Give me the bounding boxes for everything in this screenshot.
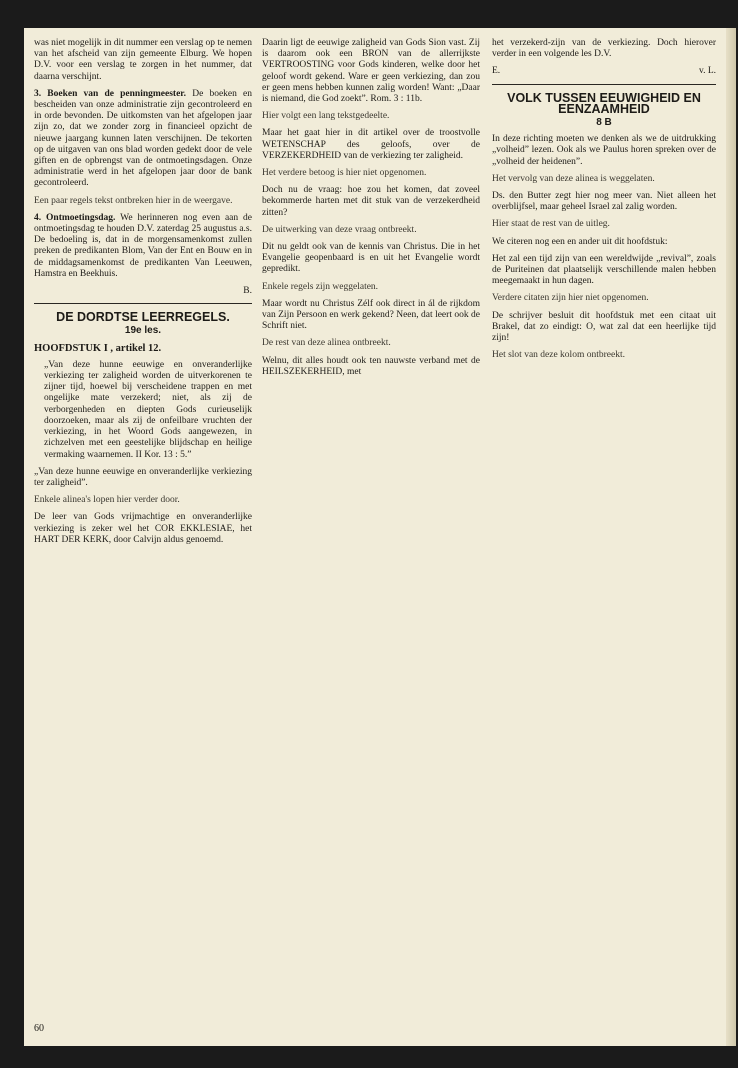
paragraph-filler: Het verdere betoog is hier niet opgenomen. (262, 168, 427, 179)
item-4-title: 4. Ontmoetingsdag. (34, 212, 116, 223)
article-title: DE DORDTSE LEERREGELS. (56, 310, 230, 325)
item-3-text: De boeken en bescheiden van onze administratie zijn gecontroleerd en in orde bevonden. De uitkomsten van het afgelopen jaar zijn zo, dat we zonder zorg in financieel opzicht de nieuwe jaargang kunnen laten verschijnen. De tekorten op de uitgaven van ons blad worden gedekt door de vele giften en de opbrengst van de ontmoetingsdagen. Onze administratie werd in het afgelopen jaar door de bank gecontroleerd. (34, 88, 253, 189)
column-3 (492, 38, 716, 367)
paragraph-filler: Hier volgt een lang tekstgedeelte. (262, 111, 390, 122)
article-subtitle: 19e les. (124, 325, 162, 337)
section-divider (492, 84, 716, 85)
item-3-title: 3. Boeken van de penningmeester. (34, 88, 187, 99)
section-divider (34, 303, 252, 304)
signature-left: E. (492, 66, 501, 77)
initial-signature: B. (243, 286, 252, 297)
page-edge (726, 28, 736, 1046)
paragraph-filler: Het slot van deze kolom ontbreekt. (492, 350, 625, 361)
paragraph: Doch nu de vraag: hoe zou het komen, dat zoveel bekommerde harten met dit stuk van de verzekerdheid zitten? (262, 185, 480, 218)
item-3-filler: Een paar regels tekst ontbreken hier in de weergave. (34, 195, 233, 206)
chapter-heading: HOOFDSTUK I , artikel 12. (34, 342, 162, 354)
paragraph-filler: Enkele regels zijn weggelaten. (262, 281, 379, 292)
paragraph: Maar het gaat hier in dit artikel over de troostvolle WETENSCHAP des geloofs, over de VERZEKERDHEID van de verkiezing ter zaligheid. (262, 128, 480, 161)
paragraph-filler: Het vervolg van deze alinea is weggelaten. (492, 173, 655, 184)
article-subtitle: 8 B (596, 117, 612, 129)
signature-right: v. L. (698, 66, 716, 77)
item-4-paragraph (34, 213, 252, 280)
paragraph: „Van deze hunne eeuwige en onveranderlijke verkiezing ter zaligheid”. (34, 466, 252, 488)
paragraph: Maar wordt nu Christus Zélf ook direct in ál de rijkdom van Zijn Persoon en werk gekend? Neen, dat leert ook de Schrift niet. (262, 298, 480, 332)
article-quote: „Van deze hunne eeuwige en onveranderlijke verkiezing ter zaligheid worden de uitverkorenen te zijner tijd, hoewel bij verscheidene trappen en met ongelijke mate verzekerd; niet, als zij de verborgenheden en diepten Gods curieuselijk doorzoeken, maar als zij de onfeilbare vruchten der verkiezing, in het Woord Gods aangewezen, in zichzelven met een geestelijke blijdschap en heilige vermaking waarnemen. II Kor. 13 : 5.” (44, 359, 252, 460)
column-1 (34, 38, 252, 552)
article-title: VOLK TUSSEN EEUWIGHEID EN EENZAAMHEID (507, 90, 701, 116)
paragraph: De leer van Gods vrijmachtige en onveranderlijke verkiezing is zeker wel het COR EKKLESIAE, het HART DER KERK, door Calvijn aldus genoemd. (34, 512, 252, 545)
column-2 (262, 38, 480, 384)
paragraph: We citeren nog een en ander uit dit hoofdstuk: (492, 236, 668, 247)
intro-paragraph: was niet mogelijk in dit nummer een verslag op te nemen van het afscheid van zijn gemeente Elburg. We hopen D.V. voor een verslag te zorgen in het nummer, dat daarna verschijnt. (34, 38, 252, 82)
paragraph: het verzekerd-zijn van de verkiezing. Doch hierover verder in een volgende les D.V. (492, 38, 716, 60)
signature-line (492, 66, 716, 77)
paragraph: De schrijver besluit dit hoofdstuk met een citaat uit Brakel, dat zo eindigt: O, wat zal dat een heerlijke tijd zijn! (492, 310, 716, 344)
paragraph: Welnu, dit alles houdt ook ten nauwste verband met de HEILSZEKERHEID, met (262, 355, 480, 377)
item-3-paragraph (34, 89, 252, 190)
paragraph-filler: Enkele alinea's lopen hier verder door. (34, 495, 180, 506)
paragraph-filler: De uitwerking van deze vraag ontbreekt. (262, 224, 417, 235)
paragraph: In deze richting moeten we denken als we de uitdrukking „volheid” lezen. Ook als we Paulus horen spreken over de „volheid der heidenen”. (492, 134, 716, 167)
paragraph: Ds. den Butter zegt hier nog meer van. Niet alleen het overblijfsel, maar geheel Israel zal zalig worden. (492, 191, 716, 213)
paragraph: Het zal een tijd zijn van een wereldwijde „revival”, zoals de Puriteinen dat plaatselijk verschillende malen hebben meegemaakt in hun dagen. (492, 253, 716, 287)
paragraph: Daarin ligt de eeuwige zaligheid van Gods Sion vast. Zij is daarom ook een BRON van de allerrijkste VERTROOSTING voor Gods kinderen, welke door het geloof wordt gekend. Ware er geen verkiezing, dan zou er geen mens hebben kunnen zalig worden! Want: „Daar is niemand, die God zoekt”. Rom. 3 : 11b. (262, 38, 480, 105)
document-page (24, 28, 736, 1046)
paragraph: Dit nu geldt ook van de kennis van Christus. Die in het Evangelie geopenbaard is en uit het Evangelie wordt gepredikt. (262, 242, 480, 275)
paragraph-filler: Hier staat de rest van de uitleg. (492, 219, 610, 230)
paragraph-filler: De rest van deze alinea ontbreekt. (262, 338, 391, 349)
page-number: 60 (34, 1023, 44, 1034)
paragraph-filler: Verdere citaten zijn hier niet opgenomen. (492, 293, 649, 304)
item-4-text: We herinneren nog even aan de ontmoetingsdag te houden D.V. zaterdag 25 augustus a.s. De bedoeling is, dat in de morgensamenkomst zullen preken de predikanten Blom, Van der Ent en Bouw en in de middagsamenkomst de predikanten Van Leeuwen, Hamstra en Beekhuis. (34, 212, 252, 279)
